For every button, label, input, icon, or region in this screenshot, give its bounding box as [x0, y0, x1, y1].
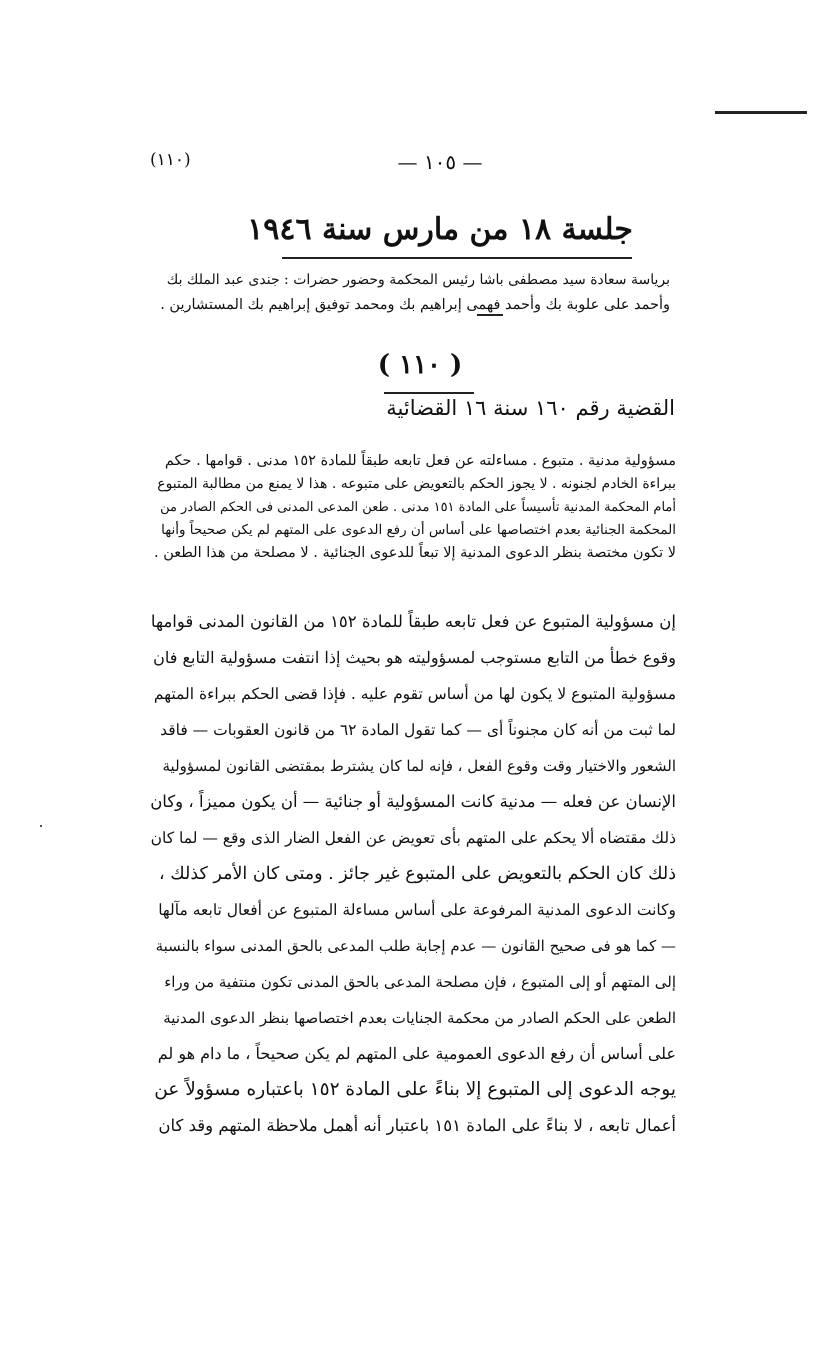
presidency-line: وأحمد على علوبة بك وأحمد فهمى إبراهيم بك ومحمد توفيق إبراهيم بك المستشارين .: [160, 297, 670, 313]
body-line: وكانت الدعوى المدنية المرفوعة على أساس مساءلة المتبوع عن أفعال تابعه مآلها: [158, 901, 676, 919]
case-number-underline: [384, 392, 474, 394]
body-line: الإنسان عن فعله — مدنية كانت المسؤولية أو جنائية — أن يكون مميزاً ، وكان: [150, 792, 676, 811]
summary-line: مسؤولية مدنية . متبوع . مساءلته عن فعل تابعه طبقاً للمادة ١٥٢ مدنى . قوامها . حكم: [164, 453, 676, 469]
case-heading: القضية رقم ١٦٠ سنة ١٦ القضائية: [386, 396, 675, 420]
summary-line: أمام المحكمة المدنية تأسيساً على المادة ١٥١ مدنى . طعن المدعى المدنى فى الحكم الصادر من: [160, 500, 676, 515]
title-underline: [282, 257, 632, 259]
body-line: ذلك مقتضاه ألا يحكم على المتهم بأى تعويض عن الفعل الضار الذى وقع — لما كان: [150, 829, 676, 847]
summary-line: لا تكون مختصة بنظر الدعوى المدنية إلا تبعاً للدعوى الجنائية . لا مصلحة من هذا الطعن .: [154, 545, 676, 561]
case-body: [150, 604, 676, 1144]
margin-speck: [40, 825, 42, 827]
presidency-paragraph: [150, 268, 670, 318]
body-line: الشعور والاختيار وقت وقوع الفعل ، فإنه لما كان يشترط بمقتضى القانون لمسؤولية: [162, 757, 676, 775]
body-line: مسؤولية المتبوع لا يكون لها من أساس تقوم عليه . فإذا قضى الحكم ببراءة المتهم: [153, 685, 676, 703]
running-case-reference: (١١٠): [150, 150, 191, 170]
body-line: وقوع خطأ من التابع مستوجب لمسؤوليته هو بحيث إذا انتفت مسؤولية التابع فان: [153, 648, 676, 667]
body-line: ذلك كان الحكم بالتعويض على المتبوع غير جائز . ومتى كان الأمر كذلك ،: [159, 864, 676, 884]
body-line: لما ثبت من أنه كان مجنوناً أى — كما تقول المادة ٦٢ من قانون العقوبات — فاقد: [160, 721, 676, 739]
section-divider: [477, 314, 503, 316]
body-line: إن مسؤولية المتبوع عن فعل تابعه طبقاً للمادة ١٥٢ من القانون المدنى قوامها: [150, 612, 676, 631]
top-rule: [715, 111, 807, 114]
summary-line: ببراءة الخادم لجنونه . لا يجوز الحكم بالتعويض على متبوعه . هذا لا يمنع من مطالبة المتبوع: [157, 476, 676, 492]
body-line: على أساس أن رفع الدعوى العمومية على المتهم لم يكن صحيحاً ، ما دام هو لم: [157, 1044, 676, 1063]
case-number: ( ١١٠ ): [377, 350, 463, 380]
body-line: يوجه الدعوى إلى المتبوع إلا بناءً على المادة ١٥٢ باعتباره مسؤولاً عن: [154, 1079, 676, 1100]
body-line: إلى المتهم أو إلى المتبوع ، فإن مصلحة المدعى بالحق المدنى تكون منتفية من وراء: [164, 973, 676, 991]
page-number: — ١٠٥ —: [397, 150, 483, 174]
body-line: الطعن على الحكم الصادر من محكمة الجنايات بعدم اختصاصها بنظر الدعوى المدنية: [163, 1009, 676, 1027]
case-summary: [150, 450, 676, 565]
summary-line: المحكمة الجنائية بعدم اختصاصها على أساس أن رفع الدعوى على المتهم لم يكن صحيحاً وأنها: [161, 522, 676, 538]
presidency-line: برياسة سعادة سيد مصطفى باشا رئيس المحكمة وحضور حضرات : جندى عبد الملك بك: [166, 272, 670, 288]
body-line: أعمال تابعه ، لا بناءً على المادة ١٥١ باعتبار أنه أهمل ملاحظة المتهم وقد كان: [158, 1116, 676, 1135]
body-line: — كما هو فى صحيح القانون — عدم إجابة طلب المدعى بالحق المدنى سواء بالنسبة: [155, 937, 676, 955]
session-title: جلسة ١٨ من مارس سنة ١٩٤٦: [247, 212, 633, 247]
